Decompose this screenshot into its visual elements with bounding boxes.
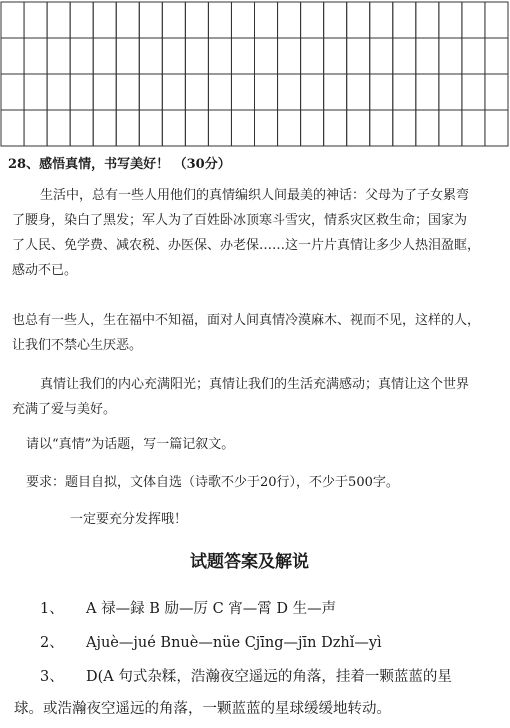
grid-cell xyxy=(231,38,254,74)
paragraph-line: 让我们不禁心生厌恶。 xyxy=(12,338,143,353)
grid-cell xyxy=(185,38,208,74)
grid-cell xyxy=(139,74,162,110)
grid-cell xyxy=(485,2,508,38)
grid-cell xyxy=(185,74,208,110)
grid-cell xyxy=(301,110,324,146)
grid-cell xyxy=(278,110,301,146)
grid-cell xyxy=(370,74,393,110)
grid-cell xyxy=(439,110,462,146)
grid-cell xyxy=(139,38,162,74)
grid-cell xyxy=(255,38,278,74)
grid-cell xyxy=(439,38,462,74)
grid-cell xyxy=(116,110,139,146)
grid-cell xyxy=(162,2,185,38)
answer-text: D(A 句式杂糅，浩瀚夜空遥远的角落，挂着一颗蓝蓝的星 xyxy=(86,669,452,685)
grid-cell xyxy=(231,74,254,110)
grid-cell xyxy=(416,38,439,74)
grid-cell xyxy=(208,110,231,146)
paragraph-line: 感动不已。 xyxy=(12,263,78,278)
grid-cell xyxy=(24,2,47,38)
grid-cell xyxy=(47,2,70,38)
grid-cell xyxy=(1,74,24,110)
answer-text: Ajuè—jué Bnuè—nüe Cjīng—jīn Dzhǐ—yì xyxy=(86,635,382,651)
grid-cell xyxy=(370,110,393,146)
paragraph-line: 了人民、免学费、减农税、办医保、办老保……这一片片真情让多少人热泪盈眶， xyxy=(12,238,481,253)
answer-item xyxy=(14,700,391,718)
grid-cell xyxy=(162,74,185,110)
grid-cell xyxy=(485,74,508,110)
grid-cell xyxy=(93,74,116,110)
paragraph-line: 充满了爱与美好。 xyxy=(12,402,117,417)
grid-cell xyxy=(416,2,439,38)
grid-cell xyxy=(139,2,162,38)
grid-cell xyxy=(47,38,70,74)
grid-cell xyxy=(393,110,416,146)
grid-cell xyxy=(485,38,508,74)
grid-cell xyxy=(208,2,231,38)
grid-cell xyxy=(231,2,254,38)
grid-cell xyxy=(1,2,24,38)
grid-cell xyxy=(70,2,93,38)
grid-cell xyxy=(24,110,47,146)
grid-cell xyxy=(208,38,231,74)
grid-cell xyxy=(301,2,324,38)
grid-cell xyxy=(278,38,301,74)
grid-cell xyxy=(393,74,416,110)
grid-cell xyxy=(347,38,370,74)
grid-cell xyxy=(439,2,462,38)
grid-cell xyxy=(278,74,301,110)
grid-cell xyxy=(116,2,139,38)
grid-cell xyxy=(162,38,185,74)
grid-cell xyxy=(324,110,347,146)
grid-cell xyxy=(255,74,278,110)
grid-cell xyxy=(47,110,70,146)
grid-cell xyxy=(255,110,278,146)
grid-cell xyxy=(185,110,208,146)
answer-text: 球。或浩瀚夜空遥远的角落，一颗蓝蓝的星球缓缓地转动。 xyxy=(14,701,391,717)
grid-cell xyxy=(116,74,139,110)
paragraph-line: 了腰身，染白了黑发；军人为了百姓卧冰顶寒斗雪灾，情系灾区救生命；国家为 xyxy=(12,213,468,228)
grid-cell xyxy=(93,2,116,38)
paragraph-line: 一定要充分发挥哦！ xyxy=(70,512,188,527)
grid-cell xyxy=(231,110,254,146)
paragraph-line: 要求：题目自拟，文体自选（诗歌不少于20行），不少于500字。 xyxy=(26,475,399,490)
grid-cell xyxy=(93,38,116,74)
grid-cell xyxy=(24,38,47,74)
paragraph-line: 也总有一些人，生在福中不知福，面对人间真情冷漠麻木、视而不见，这样的人， xyxy=(12,313,481,328)
grid-cell xyxy=(208,74,231,110)
grid-cell xyxy=(370,38,393,74)
grid-cell xyxy=(416,110,439,146)
grid-cell xyxy=(370,2,393,38)
grid-cell xyxy=(462,38,485,74)
grid-cell xyxy=(324,74,347,110)
grid-cell xyxy=(70,74,93,110)
grid-cell xyxy=(324,38,347,74)
grid-cell xyxy=(324,2,347,38)
grid-cell xyxy=(139,110,162,146)
answer-item xyxy=(40,634,382,652)
grid-cell xyxy=(462,2,485,38)
answers-heading: 试题答案及解说 xyxy=(190,552,309,572)
grid-cell xyxy=(1,110,24,146)
grid-cell xyxy=(70,110,93,146)
writing-grid xyxy=(0,0,510,150)
grid-cell xyxy=(485,110,508,146)
grid-cell xyxy=(347,110,370,146)
grid-cell xyxy=(185,2,208,38)
question-title: 28、感悟真情，书写美好！ （30分） xyxy=(8,157,231,172)
grid-cell xyxy=(1,38,24,74)
answer-number: 1、 xyxy=(40,601,64,617)
grid-cell xyxy=(47,74,70,110)
grid-cell xyxy=(439,74,462,110)
grid-cell xyxy=(278,2,301,38)
paragraph-line: 请以“真情”为话题，写一篇记叙文。 xyxy=(26,437,235,452)
grid-cell xyxy=(393,38,416,74)
paragraph-line: 真情让我们的内心充满阳光；真情让我们的生活充满感动；真情让这个世界 xyxy=(40,377,470,392)
grid-cell xyxy=(255,2,278,38)
paragraph-line: 生活中，总有一些人用他们的真情编织人间最美的神话：父母为了子女累弯 xyxy=(40,188,470,203)
answer-item xyxy=(40,600,336,618)
answer-number: 2、 xyxy=(40,635,64,651)
answer-number: 3、 xyxy=(40,669,64,685)
grid-cell xyxy=(347,74,370,110)
grid-cell xyxy=(462,110,485,146)
grid-cell xyxy=(347,2,370,38)
grid-cell xyxy=(301,74,324,110)
grid-cell xyxy=(116,38,139,74)
answer-item xyxy=(40,668,452,686)
grid-cell xyxy=(416,74,439,110)
grid-cell xyxy=(301,38,324,74)
grid-cell xyxy=(462,74,485,110)
grid-cell xyxy=(24,74,47,110)
grid-cell xyxy=(393,2,416,38)
grid-cell xyxy=(93,110,116,146)
answer-text: A 禄—録 B 励—厉 C 宵—霄 D 生—声 xyxy=(86,601,337,617)
grid-cell xyxy=(70,38,93,74)
grid-cell xyxy=(162,110,185,146)
